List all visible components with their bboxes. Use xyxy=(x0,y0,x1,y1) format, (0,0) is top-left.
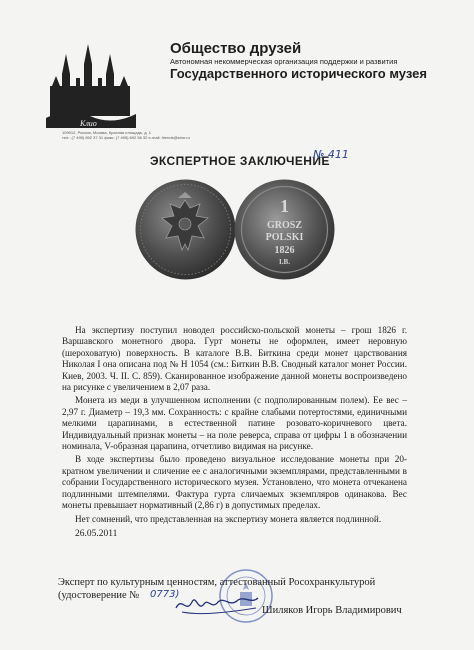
coin-text-polski: POLSKI xyxy=(265,232,304,243)
expert-credentials: Эксперт по культурным ценностям, аттестованный Росохранкультурой xyxy=(58,577,376,588)
expert-text xyxy=(62,325,407,527)
organization-header xyxy=(170,40,460,82)
document-date: 26.05.2011 xyxy=(75,529,118,539)
contacts-line: тел.: (7 495) 692 37 31 факс: (7 495) 692 56 32 e-mail: friends@shm.ru xyxy=(62,135,190,140)
expert-name: Шиляков Игорь Владимирович xyxy=(262,605,402,616)
coin-text-grosz: GROSZ xyxy=(266,220,303,231)
coin-reverse-image xyxy=(233,178,336,281)
coin-denomination: 1 xyxy=(280,196,289,216)
document-title: ЭКСПЕРТНОЕ ЗАКЛЮЧЕНИЕ xyxy=(150,154,330,168)
paragraph: Монета из меди в улучшенном исполнении (с подполированным полем). Ее вес – 2,97 г. Диаметр – 19,3 мм. Сохранность: с крайне слабыми потертостями, единичными мелкими царапинами, в естественной патине розовато-коричневого цвета. Индивидуальный признак монеты – на поле реверса, справа от цифры 1 в обозначении номинала, V-образная царапина, отчетливо видимая на рисунке. xyxy=(62,395,407,452)
handwritten-number: № 411 xyxy=(313,148,349,161)
org-name-line1: Общество друзей xyxy=(170,40,302,57)
coin-mintmark: I.B. xyxy=(279,258,290,266)
signature-block xyxy=(58,576,438,602)
coin-obverse-image xyxy=(134,178,237,281)
coin-year: 1826 xyxy=(274,245,295,256)
address-block xyxy=(62,130,262,140)
paragraph: В ходе экспертизы было проведено визуальное исследование монеты при 20-кратном увеличении и сличение ее с аналогичными экземплярами, представленными в собрании Государственного исторического музея. Установлено, что монета отчеканена подлинными штемпелями. Фактура гурта сличаемых экземпляров одинакова. Вес монеты превышает нормативный (2,86 г) в допустимых пределах. xyxy=(62,454,407,511)
org-name-line2: Автономная некоммерческая организация поддержки и развития xyxy=(170,57,398,66)
address-line: 109012, Россия, Москва, Красная площадь, д. 1 xyxy=(62,130,151,135)
certificate-number: 0773) xyxy=(150,589,180,600)
paragraph: Нет сомнений, что представленная на экспертизу монета является подлинной. xyxy=(75,513,382,524)
logo-text: Клио xyxy=(80,119,97,128)
paragraph: На экспертизу поступил новодел российско-польской монеты – грош 1826 г. Варшавского монетного двора. Гурт монеты не оформлен, имеет неровную (шероховатую) поверхность. В каталоге В.В. Биткина среди монет царствования Николая I она описана под № Н 1054 (см.: Биткин В.В. Сводный каталог монет России. Киев, 2003. Ч. II. С. 859). Сканированное изображение данной монеты воспроизведено на рисунке с увеличением в 2,07 раза. xyxy=(62,325,407,393)
certificate-label: (удостоверение № xyxy=(58,590,140,601)
org-name-line3: Государственного исторического музея xyxy=(170,66,427,81)
museum-logo xyxy=(46,38,136,132)
